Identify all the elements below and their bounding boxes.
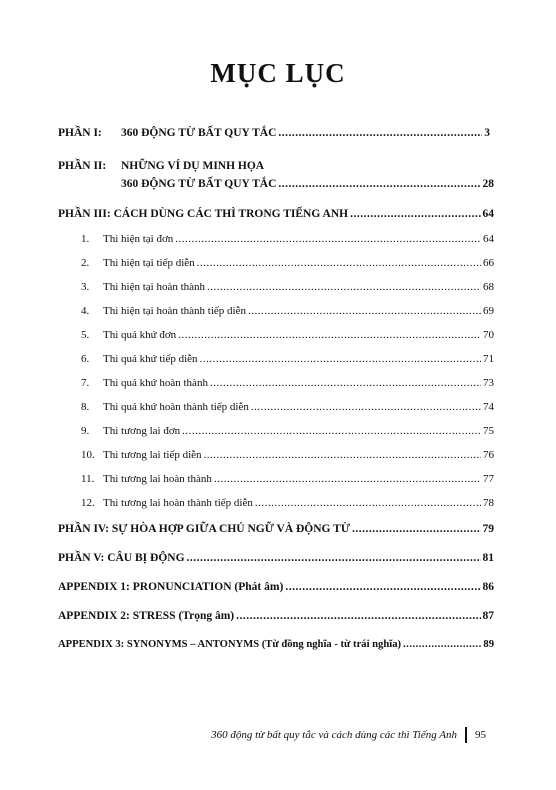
toc-item-number: 12. [81,497,95,509]
toc-page-number: 3 [484,127,490,139]
toc-entry-label: PHẦN V: CÂU BỊ ĐỘNG [58,552,185,564]
toc-item-number: 3. [81,281,90,293]
toc-page-number: 89 [483,639,494,650]
toc-entry-tense-1[interactable] [81,232,494,246]
dot-leader [182,424,481,438]
dot-leader [278,177,480,191]
toc-entry-tense-4[interactable] [81,304,494,318]
toc-page-number: 71 [483,353,494,365]
toc-page-number: 77 [483,473,494,485]
footer-page-number: 95 [475,729,486,741]
toc-item-number: 7. [81,377,90,389]
toc-entry-label: Thì hiện tại tiếp diễn [103,257,195,269]
page-title: MỤC LỤC [210,58,346,88]
toc-entry-tense-3[interactable] [81,280,494,294]
toc-entry-part-4[interactable] [58,522,494,536]
toc-entry-label: APPENDIX 3: SYNONYMS – ANTONYMS (Từ đồng nghĩa - từ trái nghĩa) [58,639,402,650]
toc-page-number: 68 [483,281,494,293]
toc-entry-label: Thì hiện tại đơn [103,233,174,245]
toc-entry-tense-2[interactable] [81,256,494,270]
dot-leader [187,551,481,565]
toc-page-number: 75 [483,425,494,437]
toc-item-number: 6. [81,353,90,365]
toc-entry-label: Thì quá khứ hoàn thành [103,377,208,389]
toc-entry-label: Thì quá khứ hoàn thành tiếp diễn [103,401,249,413]
toc-entry-label: Thì quá khứ tiếp diễn [103,353,198,365]
toc-page-number: 66 [483,257,494,269]
footer-divider [465,727,467,743]
toc-entry-label: PHẦN IV: SỰ HÒA HỢP GIỮA CHỦ NGỮ VÀ ĐỘNG TỪ [58,523,350,535]
dot-leader [248,304,481,318]
dot-leader [210,376,481,390]
dot-leader [214,472,481,486]
toc-page-number: 87 [482,610,494,622]
toc-entry-tense-6[interactable] [81,352,494,366]
toc-page-number: 70 [483,329,494,341]
page-footer [0,727,486,743]
toc-entry-label: 360 ĐỘNG TỪ BẤT QUY TẮC [121,127,277,139]
toc-page-number: 73 [483,377,494,389]
toc-page-number: 74 [483,401,494,413]
toc-entry-tense-12[interactable] [81,496,494,510]
toc-item-number: 9. [81,425,90,437]
toc-page-number: 78 [483,497,494,509]
toc-entry-label: APPENDIX 1: PRONUNCIATION (Phát âm) [58,581,284,593]
toc-entry-part-2[interactable] [121,177,494,191]
toc-page-number: 81 [482,552,494,564]
toc-entry-label: 360 ĐỘNG TỪ BẤT QUY TẮC [121,178,277,190]
dot-leader [255,496,481,510]
toc-entry-label: Thì hiện tại hoàn thành tiếp diễn [103,305,246,317]
toc-item-number: 5. [81,329,90,341]
toc-page-number: 28 [482,178,494,190]
dot-leader [204,448,481,462]
footer-book-title: 360 động từ bất quy tắc và cách dùng các thì Tiếng Anh [211,729,457,741]
toc-entry-tense-7[interactable] [81,376,494,390]
toc-page-number: 76 [483,449,494,461]
toc-entry-appendix-2[interactable] [58,609,494,623]
dot-leader [285,580,480,594]
toc-entry-tense-10[interactable] [81,448,494,462]
toc-entry-appendix-1[interactable] [58,580,494,594]
toc-entry-part-2-line1[interactable] [58,159,490,173]
toc-entry-label: APPENDIX 2: STRESS (Trọng âm) [58,610,235,622]
dot-leader [207,280,481,294]
toc-entry-label: Thì hiện tại hoàn thành [103,281,206,293]
toc-prefix: PHẦN II: [58,160,107,172]
toc-entry-tense-11[interactable] [81,472,494,486]
dot-leader [251,400,481,414]
toc-entry-part-3[interactable] [58,207,494,221]
toc-entry-label: Thì quá khứ đơn [103,329,177,341]
toc-page-number: 79 [482,523,494,535]
toc-entry-tense-9[interactable] [81,424,494,438]
dot-leader [200,352,481,366]
toc-entry-part-1[interactable] [58,126,490,140]
toc-item-number: 10. [81,449,95,461]
toc-item-number: 1. [81,233,90,245]
toc-item-number: 4. [81,305,90,317]
toc-item-number: 8. [81,401,90,413]
toc-item-number: 11. [81,473,95,485]
toc-entry-tense-5[interactable] [81,328,494,342]
toc-page-number: 69 [483,305,494,317]
toc-item-number: 2. [81,257,90,269]
toc-entry-appendix-3[interactable] [58,638,494,652]
toc-entry-part-5[interactable] [58,551,494,565]
toc-entry-label: Thì tương lai đơn [103,425,181,437]
toc-page-number: 86 [482,581,494,593]
toc-entry-tense-8[interactable] [81,400,494,414]
toc-entry-label: PHẦN III: CÁCH DÙNG CÁC THÌ TRONG TIẾNG ANH [58,208,349,220]
toc-page-number: 64 [483,233,494,245]
toc-page-number: 64 [482,208,494,220]
dot-leader [197,256,481,270]
dot-leader [236,609,480,623]
toc-entry-label: Thì tương lai hoàn thành tiếp diễn [103,497,253,509]
toc-entry-label: NHỮNG VÍ DỤ MINH HỌA [121,160,265,172]
dot-leader [350,207,480,221]
dot-leader [178,328,481,342]
dot-leader [175,232,481,246]
dot-leader [403,638,481,652]
dot-leader [278,126,482,140]
dot-leader [352,522,481,536]
toc-entry-label: Thì tương lai hoàn thành [103,473,212,485]
toc-prefix: PHẦN I: [58,127,102,139]
toc-entry-label: Thì tương lai tiếp diễn [103,449,202,461]
